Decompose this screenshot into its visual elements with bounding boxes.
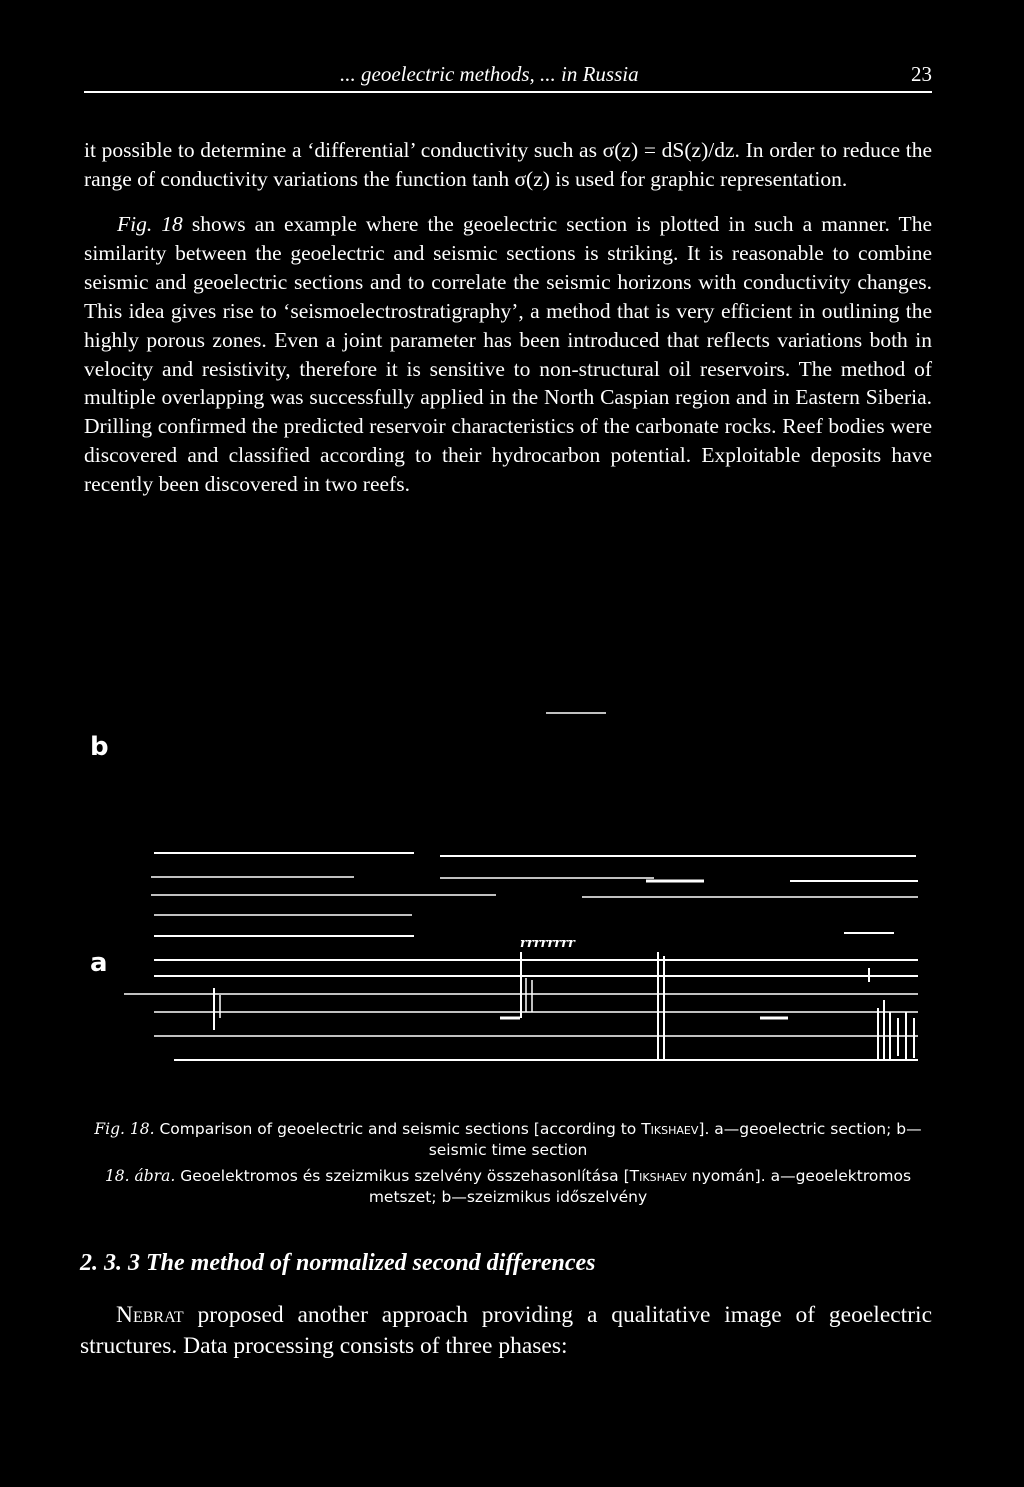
- paragraph-2: [84, 210, 932, 499]
- caption-text: Comparison of geoelectric and seismic sections [according to: [154, 1120, 642, 1138]
- caption-author: Tikshaev: [629, 1167, 687, 1185]
- caption-text: nyomán]. a—geoelektromos metszet; b—szeizmikus időszelvény: [368, 1167, 912, 1206]
- page-number: 23: [911, 62, 932, 86]
- caption-text: Geoelektromos és szeizmikus szelvény összehasonlítása [: [175, 1167, 630, 1185]
- figure-caption-hungarian: [80, 1166, 936, 1208]
- paragraph-2-text: shows an example where the geoelectric section is plotted in such a manner. The similarity between the geoelectric and seismic sections is striking. It is reasonable to combine seismic and geoelectric sections and to correlate the seismic horizons with conductivity changes. This idea gives rise to ‘seismoelectrostratigraphy’, a method that is very efficient in outlining the highly porous zones. Even a joint parameter has been introduced that reflects variations both in velocity and resistivity, therefore it is sensitive to non-structural oil reservoirs. The method of multiple overlapping was successfully applied in the North Caspian region and in Eastern Siberia. Drilling confirmed the predicted reservoir characteristics of the carbonate rocks. Reef bodies were discovered and classified according to their hydrocarbon potential. Exploitable deposits have recently been discovered in two reefs.: [84, 212, 932, 497]
- paragraph-author: Nebrat: [116, 1302, 184, 1328]
- caption-figure-label: Fig. 18.: [94, 1120, 155, 1138]
- section-heading: 2. 3. 3 The method of normalized second differences: [80, 1250, 596, 1276]
- marker-text: rrrrrrrr: [520, 936, 575, 951]
- caption-text: ]. a—geoelectric section; b—seismic time section: [428, 1120, 922, 1159]
- paragraph-3-text: proposed another approach providing a qualitative image of geoelectric structures. Data processing consists of three phases:: [80, 1302, 932, 1359]
- paragraph-3: [80, 1300, 932, 1362]
- caption-figure-label: 18. ábra.: [104, 1167, 176, 1185]
- section-plot: [84, 700, 932, 1100]
- panel-label-a: a: [90, 948, 108, 978]
- panel-label-b: b: [90, 732, 109, 762]
- running-header: [84, 58, 932, 92]
- header-rule: [84, 91, 932, 93]
- running-title: ... geoelectric methods, ... in Russia: [340, 62, 639, 86]
- figure-caption-english: [80, 1119, 936, 1161]
- caption-author: Tikshaev: [641, 1120, 699, 1138]
- figure-18: [84, 700, 932, 1100]
- figure-reference: Fig. 18: [117, 212, 183, 236]
- paragraph-1: it possible to determine a ‘differential’ conductivity such as σ(z) = dS(z)/dz. In order to reduce the range of conductivity variations the function tanh σ(z) is used for graphic representation.: [84, 138, 932, 191]
